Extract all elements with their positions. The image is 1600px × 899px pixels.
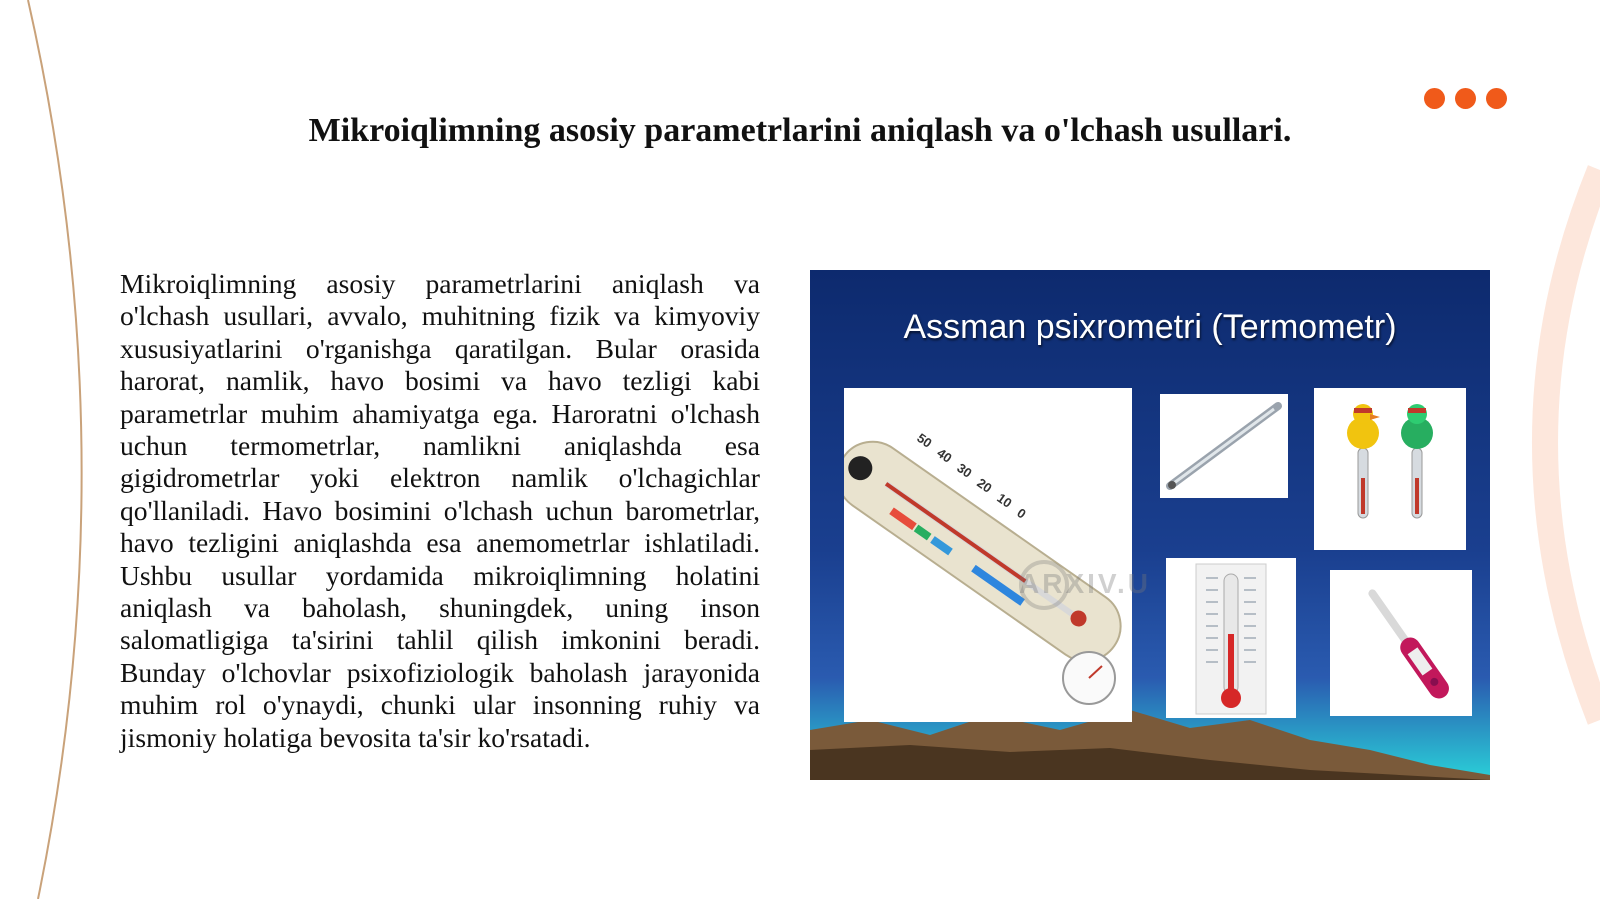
- dot-icon: [1424, 88, 1445, 109]
- svg-text:40: 40: [934, 445, 955, 466]
- decorative-arc-right: [1480, 0, 1600, 899]
- dot-icon: [1486, 88, 1507, 109]
- wall-thermometer-icon: [844, 388, 1132, 722]
- svg-text:20: 20: [974, 475, 995, 496]
- body-paragraph: Mikroiqlimning asosiy parametrlarini aniqlash va o'lchash usullari, avvalo, muhitning fizik va kimyoviy xususiyatlarini o'rganishga qaratilgan. Bular orasida harorat, namlik, havo bosimi va havo tezligi kabi parametrlar muhim ahamiyatga ega. Haroratni o'lchash uchun termometrlar, namlikni aniqlashda esa gigidrometrlar yoki elektron namlik o'lchagichlar qo'llaniladi. Havo bosimini o'lchash uchun barometrlar, havo tezligini aniqlashda esa anemometrlar ishlatiladi. Ushbu usullar yordamida mikroiqlimning holatini aniqlash va baholash, shuningdek, uning inson salomatligiga ta'sirini tahlil qilish imkonini beradi. Bunday o'lchovlar psixofiziologik baholash jarayonida muhim rol o'ynaydi, chunki ular insonning ruhiy va jismoniy holatiga bevosita ta'sir ko'rsatadi.: [120, 268, 760, 753]
- decorative-dots: [1424, 88, 1507, 109]
- duck-thermometers-photo: [1314, 388, 1466, 550]
- glass-thermometer-icon: [1160, 394, 1288, 498]
- thermometer-image: [810, 270, 1490, 780]
- page-title: Mikroiqlimning asosiy parametrlarini aniqlash va o'lchash usullari.: [308, 112, 1292, 149]
- svg-text:10: 10: [994, 490, 1015, 511]
- duck-thermometer-icon: [1314, 388, 1466, 550]
- digital-thermometer-icon: [1330, 570, 1472, 716]
- scale-thermometer-icon: [1166, 558, 1296, 718]
- scale-thermometer-photo: [1166, 558, 1296, 718]
- svg-text:50: 50: [914, 430, 935, 451]
- image-title: Assman psixrometri (Termometr): [903, 308, 1397, 346]
- dot-icon: [1455, 88, 1476, 109]
- svg-text:30: 30: [954, 460, 975, 481]
- digital-thermometer-photo: [1330, 570, 1472, 716]
- wall-thermometer-photo: [844, 388, 1152, 722]
- watermark-text: ARXIV.U: [1019, 568, 1152, 599]
- decorative-curve-left: [0, 0, 120, 899]
- glass-thermometer-photo: [1160, 394, 1288, 498]
- svg-text:0: 0: [1014, 505, 1029, 522]
